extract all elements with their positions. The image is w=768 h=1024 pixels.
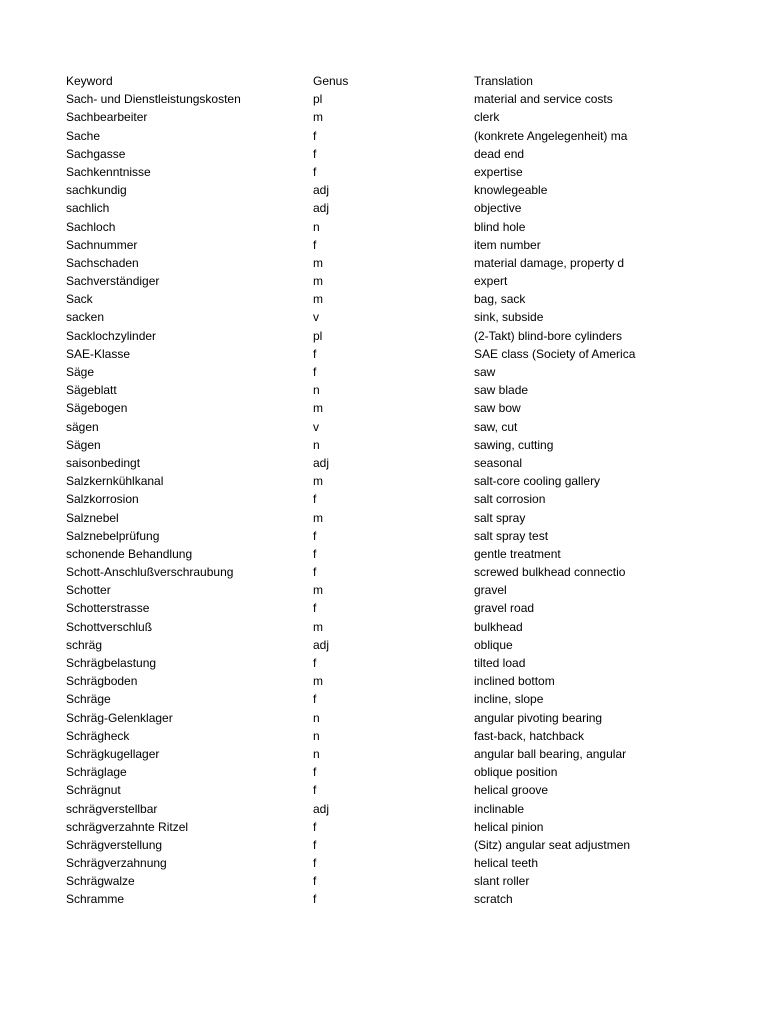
cell-translation: expert xyxy=(474,274,508,289)
cell-keyword: Sach- und Dienstleistungskosten xyxy=(66,92,241,107)
table-row xyxy=(66,254,636,272)
table-row xyxy=(66,690,636,708)
cell-keyword: schräg xyxy=(66,637,103,652)
cell-translation: gravel xyxy=(474,583,507,598)
table-row xyxy=(66,399,636,417)
table-row xyxy=(66,836,636,854)
table-row xyxy=(66,490,636,508)
cell-translation: knowlegeable xyxy=(474,183,548,198)
cell-translation: (2-Takt) blind-bore cylinders xyxy=(474,328,623,343)
cell-translation: salt corrosion xyxy=(474,492,546,507)
cell-genus: m xyxy=(313,674,323,689)
table-row xyxy=(66,618,636,636)
cell-genus: adj xyxy=(313,201,330,216)
cell-translation: slant roller xyxy=(474,874,530,889)
cell-keyword: Salznebelprüfung xyxy=(66,528,160,543)
table-row xyxy=(66,509,636,527)
cell-genus: n xyxy=(313,219,320,234)
cell-genus: n xyxy=(313,746,320,761)
cell-keyword: Sacklochzylinder xyxy=(66,328,157,343)
table-row xyxy=(66,108,636,126)
table-row xyxy=(66,363,636,381)
cell-keyword: Sache xyxy=(66,128,101,143)
cell-translation: sawing, cutting xyxy=(474,437,554,452)
cell-genus: f xyxy=(313,528,317,543)
table-row xyxy=(66,818,636,836)
cell-genus: adj xyxy=(313,637,330,652)
table-row xyxy=(66,527,636,545)
table-row xyxy=(66,654,636,672)
cell-translation: helical pinion xyxy=(474,819,544,834)
cell-genus: n xyxy=(313,728,320,743)
cell-translation: saw xyxy=(474,365,496,379)
cell-keyword: Sachgasse xyxy=(66,146,126,161)
table-row xyxy=(66,381,636,399)
cell-genus: v xyxy=(313,419,319,434)
cell-genus: f xyxy=(313,819,317,834)
cell-keyword: Schrägkugellager xyxy=(66,746,160,761)
header-translation: Translation xyxy=(474,74,533,88)
cell-keyword: saisonbedingt xyxy=(66,455,141,470)
cell-keyword: Salzkorrosion xyxy=(66,492,139,507)
cell-genus: f xyxy=(313,365,317,379)
cell-genus: f xyxy=(313,146,317,161)
cell-translation: oblique xyxy=(474,637,513,652)
cell-genus: n xyxy=(313,383,320,398)
cell-keyword: Sachnummer xyxy=(66,237,138,252)
table-row xyxy=(66,236,636,254)
cell-genus: f xyxy=(313,546,317,561)
cell-translation: (Sitz) angular seat adjustmen xyxy=(474,837,631,852)
cell-keyword: Schrägwalze xyxy=(66,874,135,889)
cell-translation: item number xyxy=(474,237,541,252)
table-row xyxy=(66,709,636,727)
cell-translation: saw bow xyxy=(474,401,521,416)
cell-keyword: Schräglage xyxy=(66,765,127,780)
cell-genus: f xyxy=(313,346,317,361)
cell-genus: f xyxy=(313,692,317,707)
cell-translation: bulkhead xyxy=(474,619,523,634)
cell-genus: adj xyxy=(313,801,330,816)
table-row xyxy=(66,581,636,599)
cell-genus: m xyxy=(313,274,323,289)
cell-genus: f xyxy=(313,601,317,616)
table-body xyxy=(66,90,636,908)
table-row xyxy=(66,763,636,781)
table-row xyxy=(66,781,636,799)
cell-translation: incline, slope xyxy=(474,692,544,707)
cell-genus: f xyxy=(313,856,317,871)
cell-translation: salt spray test xyxy=(474,528,549,543)
cell-keyword: schrägverzahnte Ritzel xyxy=(66,819,189,834)
cell-translation: screwed bulkhead connectio xyxy=(474,565,626,580)
cell-translation: angular pivoting bearing xyxy=(474,710,603,725)
table-row xyxy=(66,436,636,454)
cell-genus: adj xyxy=(313,455,330,470)
cell-translation: helical groove xyxy=(474,783,549,798)
cell-keyword: Schotter xyxy=(66,583,111,598)
cell-translation: (konkrete Angelegenheit) ma xyxy=(474,128,628,143)
table-row xyxy=(66,454,636,472)
table-row xyxy=(66,290,636,308)
cell-keyword: Schotterstrasse xyxy=(66,601,150,616)
table-row xyxy=(66,727,636,745)
cell-translation: fast-back, hatchback xyxy=(474,728,585,743)
cell-keyword: Sägen xyxy=(66,437,101,452)
cell-translation: seasonal xyxy=(474,455,523,470)
cell-translation: saw blade xyxy=(474,383,529,398)
cell-keyword: sachkundig xyxy=(66,183,127,198)
cell-keyword: Sachkenntnisse xyxy=(66,164,151,179)
cell-translation: gentle treatment xyxy=(474,546,561,561)
table-row xyxy=(66,854,636,872)
cell-keyword: sacken xyxy=(66,310,105,325)
table-row xyxy=(66,890,636,908)
table-row xyxy=(66,145,636,163)
cell-genus: f xyxy=(313,128,317,143)
cell-translation: material and service costs xyxy=(474,92,613,107)
cell-keyword: Schrägverstellung xyxy=(66,837,163,852)
cell-keyword: SAE-Klasse xyxy=(66,346,131,361)
cell-keyword: Sachbearbeiter xyxy=(66,110,148,125)
table-row xyxy=(66,636,636,654)
cell-translation: angular ball bearing, angular xyxy=(474,746,627,761)
cell-keyword: Schrägboden xyxy=(66,674,138,689)
cell-translation: blind hole xyxy=(474,219,526,234)
table-row xyxy=(66,472,636,490)
cell-genus: f xyxy=(313,492,317,507)
table-row xyxy=(66,181,636,199)
cell-keyword: Salznebel xyxy=(66,510,119,525)
cell-translation: bag, sack xyxy=(474,292,526,307)
cell-genus: f xyxy=(313,783,317,798)
table-row xyxy=(66,272,636,290)
table-row xyxy=(66,418,636,436)
table-row xyxy=(66,545,636,563)
cell-keyword: schonende Behandlung xyxy=(66,546,193,561)
cell-keyword: Schottverschluß xyxy=(66,619,153,634)
glossary-table xyxy=(66,72,636,909)
table-row xyxy=(66,872,636,890)
header-genus: Genus xyxy=(313,74,349,88)
cell-translation: inclinable xyxy=(474,801,525,816)
cell-genus: f xyxy=(313,565,317,580)
cell-genus: adj xyxy=(313,183,330,198)
cell-genus: f xyxy=(313,892,317,907)
cell-translation: scratch xyxy=(474,892,513,907)
cell-genus: m xyxy=(313,510,323,525)
cell-genus: f xyxy=(313,656,317,670)
cell-genus: v xyxy=(313,310,319,325)
cell-genus: n xyxy=(313,437,320,452)
cell-keyword: Schrägheck xyxy=(66,728,130,743)
table-row xyxy=(66,308,636,326)
cell-translation: tilted load xyxy=(474,656,526,670)
cell-translation: salt spray xyxy=(474,510,526,525)
cell-translation: saw, cut xyxy=(474,419,518,434)
cell-genus: f xyxy=(313,837,317,852)
cell-genus: n xyxy=(313,710,320,725)
cell-translation: expertise xyxy=(474,164,523,179)
table-row xyxy=(66,163,636,181)
cell-keyword: Schrägnut xyxy=(66,783,121,798)
cell-genus: pl xyxy=(313,328,323,343)
table-row xyxy=(66,745,636,763)
cell-genus: m xyxy=(313,401,323,416)
cell-translation: sink, subside xyxy=(474,310,544,325)
cell-keyword: Sachloch xyxy=(66,219,116,234)
cell-genus: f xyxy=(313,874,317,889)
header-keyword: Keyword xyxy=(66,74,113,88)
table-row xyxy=(66,672,636,690)
cell-translation: oblique position xyxy=(474,765,558,780)
cell-keyword: Schräge xyxy=(66,692,111,707)
cell-keyword: Schott-Anschlußverschraubung xyxy=(66,565,234,580)
cell-translation: clerk xyxy=(474,110,500,125)
table-header-row xyxy=(66,72,636,90)
table-row xyxy=(66,599,636,617)
cell-keyword: sachlich xyxy=(66,201,110,216)
cell-translation: salt-core cooling gallery xyxy=(474,474,601,489)
cell-genus: m xyxy=(313,619,323,634)
table-row xyxy=(66,90,636,108)
cell-keyword: Sachverständiger xyxy=(66,274,160,289)
cell-genus: pl xyxy=(313,92,323,107)
table-row xyxy=(66,345,636,363)
cell-genus: f xyxy=(313,237,317,252)
cell-keyword: Schräg-Gelenklager xyxy=(66,710,173,725)
cell-keyword: Sack xyxy=(66,292,93,307)
cell-keyword: Säge xyxy=(66,365,95,379)
cell-genus: f xyxy=(313,164,317,179)
table-row xyxy=(66,563,636,581)
cell-keyword: Schramme xyxy=(66,892,125,907)
cell-translation: SAE class (Society of America xyxy=(474,346,636,361)
cell-genus: f xyxy=(313,765,317,780)
cell-keyword: Schrägbelastung xyxy=(66,656,157,670)
cell-translation: gravel road xyxy=(474,601,535,616)
cell-genus: m xyxy=(313,583,323,598)
cell-genus: m xyxy=(313,110,323,125)
cell-translation: inclined bottom xyxy=(474,674,555,689)
cell-translation: objective xyxy=(474,201,522,216)
cell-translation: helical teeth xyxy=(474,856,539,871)
table-row xyxy=(66,127,636,145)
cell-keyword: schrägverstellbar xyxy=(66,801,158,816)
table-row xyxy=(66,327,636,345)
cell-keyword: Schrägverzahnung xyxy=(66,856,167,871)
cell-genus: m xyxy=(313,255,323,270)
table-row xyxy=(66,199,636,217)
cell-keyword: Salzkernkühlkanal xyxy=(66,474,164,489)
cell-genus: m xyxy=(313,292,323,307)
cell-keyword: Sägeblatt xyxy=(66,383,117,398)
cell-genus: m xyxy=(313,474,323,489)
cell-keyword: Sägebogen xyxy=(66,401,128,416)
cell-keyword: Sachschaden xyxy=(66,255,139,270)
table-row xyxy=(66,218,636,236)
cell-translation: material damage, property d xyxy=(474,255,625,270)
cell-keyword: sägen xyxy=(66,419,99,434)
table-row xyxy=(66,800,636,818)
cell-translation: dead end xyxy=(474,146,525,161)
